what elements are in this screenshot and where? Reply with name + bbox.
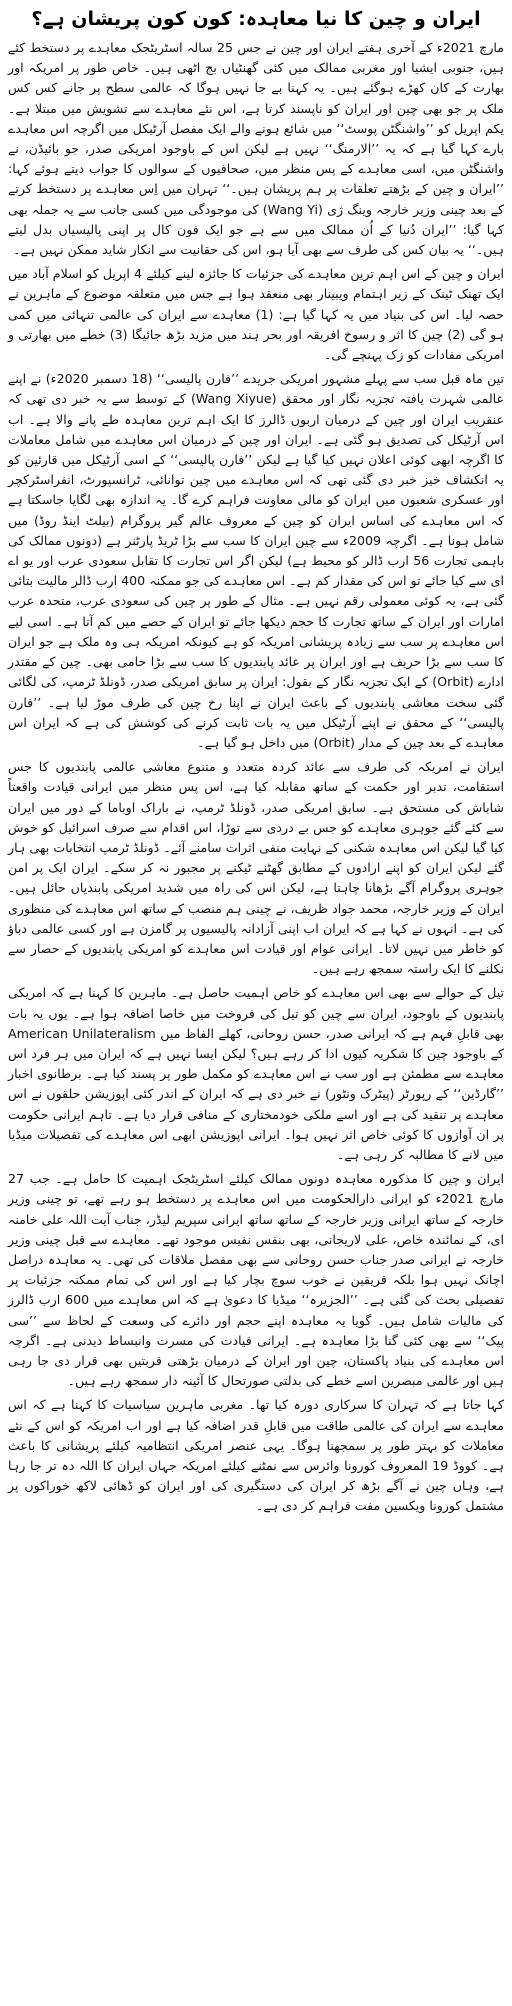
article-paragraph-7: کہا جاتا ہے کہ تہران کا سرکاری دورہ کیا تھا۔ مغربی ماہرین سیاسیات کا کہنا ہے کہ اس معاہدے سے ایران کی عالمی طاقت میں قابلِ قدر اضافہ کیا ہے اور اب امریکہ کو اس کے نئے معاملات کو بہتر طور پر سمجھنا ہوگا۔ یہی عنصر امریکی انتظامیہ کیلئے پریشانی کا باعث ہے۔ کووڈ 19 المعروف کورونا وائرس سے نمٹنے کیلئے امریکہ جہاں ایران کا اللہ دہ تر جا رہا ہے، وہاں چین نے آگے بڑھ کر ایران کی دستگیری کی اور ایران کو ڈھائی لاکھ خوراکوں پر مشتمل کورونا ویکسین مفت فراہم کر دی ہے۔: [8, 1397, 504, 1514]
article-paragraph-3: تین ماہ قبل سب سے پہلے مشہور امریکی جریدے ’’فارن پالیسی‘‘ (18 دسمبر 2020ء) نے اپنے عالمی شہرت یافتہ تجزیہ نگار اور محقق (Wang Xiyue) کے توسط سے یہ خبر دی تھی کہ عنقریب ایران اور چین کے درمیان اربوں ڈالرز کا ایک اہم ترین معاہدہ طے پانے والا ہے۔ اب اس آرٹیکل کی تصدیق ہو گئی ہے۔ ایران اور چین کے درمیان اس معاہدے میں شامل معاملات کا اگرچہ ابھی کوئی اعلان نہیں کیا گیا ہے لیکن ’’فارن پالیسی‘‘ کے اسی آرٹیکل میں قارئین کو یہ انکشاف خیز خبر دی گئی تھی کہ اس معاہدے میں چین توانائی، ٹرانسپورٹ، انفراسٹرکچر اور عسکری شعبوں میں ایران کو مالی معاونت فراہم کرے گا۔ یہ اندازہ بھی لگایا جاسکتا ہے کہ اس معاہدے کی اساس ایران کو چین کے معروف عالم گیر پروگرام (بیلٹ اینڈ روڈ) میں شامل ہونا ہے۔ اگرچہ 2009ء سے چین ایران کا سب سے بڑا ٹریڈ پارٹنر ہے (دونوں ممالک کی باہمی تجارت 56 ارب ڈالر کو محیط ہے) لیکن اگر اس تجارت کا تقابل سعودی عرب اور یو اے ای سے کیا جائے تو اس کی مقدار کم ہے۔ اس معاہدے کی جو ممکنہ 400 ارب ڈالر مالیت بتائی گئی ہے، یہ کوئی معمولی رقم نہیں ہے۔ مثال کے طور پر چین کی سعودی عرب، متحدہ عرب امارات اور ایران کے ساتھ تجارت کا حجم دیکھا جائے تو ایران کے حصے میں کم آتا ہے۔ اسی لیے اس معاہدے پر سب سے زیادہ پریشانی امریکہ کو ہے کیونکہ امریکہ ہی وہ ملک ہے جو ایران کا سب سے بڑا حریف ہے اور ایران پر عائد پابندیوں کا سب سے بڑا حامی بھی۔ چین کے مقتدر ادارے (Orbit) کے ایک تجزیہ نگار کے بقول: ایران پر سابق امریکی صدر، ڈونلڈ ٹرمپ، کی لگائی گئی سخت معاشی پابندیوں کے باعث ایران نے اپنا رخ چین کی طرف موڑ لیا ہے۔ ’’فارن پالیسی‘‘ کے محقق نے اپنے آرٹیکل میں یہ بات ثابت کرنے کی کوشش کی ہے کہ ایران اس معاہدے کے بعد چین کے مدار (Orbit) میں داخل ہو گیا ہے۔: [8, 371, 505, 750]
article-headline: ایران و چین کا نیا معاہدہ: کون کون پریشان ہے؟: [31, 8, 481, 30]
article-paragraph-2: ایران و چین کے اس اہم ترین معاہدے کی جزئیات کا جائزہ لینے کیلئے 4 اپریل کو اسلام آباد میں ایک تھنک ٹینک کے زیر اہتمام ویبینار بھی منعقد ہوا ہے جس میں متعلقہ موضوع کے ماہرین نے حصہ لیا۔ اس کی بنیاد میں یہ کہا گیا ہے: (1) معاہدے سے ایران کی عالمی تنہائی میں کمی ہو گی (2) چین کا اثر و رسوخ افریقہ اور بحر ہند میں مزید بڑھ جائیگا (3) خطے میں بھارتی و امریکی مفادات کو زک پہنچے گی۔: [8, 266, 504, 363]
article-paragraph-1: مارچ 2021ء کے آخری ہفتے ایران اور چین نے جس 25 سالہ اسٹریٹجک معاہدے پر دستخط کئے ہیں، جنوبی ایشیا اور مغربی ممالک میں کئی گھنٹیاں بج اٹھی ہیں۔ خاص طور پر امریکہ اور بھارت کے کان کھڑے ہوگئے ہیں۔ یہ کہنا بے جا نہیں ہوگا کہ عالمی سطح پر جانے کس کس ملک پر جو بھی چین اور ایران کو ناپسند کرتا ہے، اس نئے معاہدے سے تشویش میں مبتلا ہے۔ یکم اپریل کو ’’واشنگٹن پوسٹ‘‘ میں شائع ہونے والے ایک مفصل آرٹیکل میں اگرچہ اس معاہدے بارے کہا گیا ہے کہ یہ ’’الارمنگ‘‘ نہیں ہے لیکن اس کے باوجود امریکی صدر، جو بائیڈن، نے واشنگٹن میں، اسی معاہدے کے پس منظر میں، صحافیوں کے سوالوں کا جواب دیتے ہوئے کہا: ’’ایران و چین کے بڑھتے تعلقات پر ہم پریشان ہیں۔‘‘ تہران میں اِس معاہدے پر دستخط کرتے کے بعد چینی وزیر خارجہ وینگ ژی (Wang Yi) کی موجودگی میں کسی جانب سے یہ جملہ بھی کہا گیا: ’’ایران دُنیا کے اُن ممالک میں سے ہے جو ایک فون کال پر اپنی پالیسیاں بدل لیتے ہیں۔‘‘ یہ بیان کس کی طرف سے بھی آیا ہو، اس کی حقانیت سے انکار شاید ممکن نہیں ہے۔: [8, 40, 505, 258]
article-paragraph-5: تیل کے حوالے سے بھی اس معاہدے کو خاص اہمیت حاصل ہے۔ ماہرین کا کہنا ہے کہ امریکی پابندیوں کے باوجود، ایران سے چین کو تیل کی فروخت میں خاصا اضافہ ہوا ہے۔ یوں یہ بات بھی قابلِ فہم ہے کہ ایرانی صدر، حسن روحانی، کھلے الفاظ میں American Unilateralism کے باوجود چین کا شکریہ کیوں ادا کر رہے ہیں؟ لیکن ایسا نہیں ہے کہ ایران میں ہر فرد اس معاہدے سے مطمئن ہے اور سب نے اس معاہدے کو مکمل طور پر پسند کیا ہے۔ برطانوی اخبار ’’گارڈین‘‘ کے رپورٹر (پیٹرک ونٹور) نے خبر دی ہے کہ ایران کے اندر کئی اپوزیشن حلقوں نے اس معاہدے پر تنقید کی ہے اور اسے ملکی خودمختاری کے منافی قرار دیا ہے۔ تاہم ایرانی حکومت پر ان آوازوں کا کوئی خاص اثر نہیں ہوا۔ ایرانی اپوزیشن ابھی اس معاہدے کی تفصیلات میڈیا میں لانے کا مطالبہ کر رہی ہے۔: [8, 985, 504, 1162]
article-body: [8, 38, 504, 1517]
article-paragraph-4: ایران نے امریکہ کی طرف سے عائد کردہ متعدد و متنوع معاشی عالمی پابندیوں کا جس استقامت، تدبر اور حکمت کے ساتھ مقابلہ کیا ہے، اس پس منظر میں ایرانی قیادت واقعتاً شاباش کی مستحق ہے۔ سابق امریکی صدر، ڈونلڈ ٹرمپ، نے باراک اوباما کے دور میں ایران سے کئے گئے جوہری معاہدے کو جس بے دردی سے توڑا، اس اقدام سے صرف اسرائیل کو خوش کیا گیا لیکن اس معاہدہ شکنی کے نہایت منفی اثرات سامنے آئے۔ ڈونلڈ ٹرمپ انتخابات بھی ہار گئے لیکن ایران کو اپنے ارادوں کے مطابق گھٹنے ٹیکنے پر مجبور نہ کر سکے۔ ایران ایک پر امن جوہری پروگرام آگے بڑھانا چاہتا ہے، لیکن اس کی راہ میں شدید امریکی پابندیاں حائل ہیں۔ ایران کے وزیر خارجہ، محمد جواد ظریف، نے چینی ہم منصب کے ساتھ اس معاہدے کی منظوری کی ہے۔ انہوں نے کہا ہے کہ ایران اب اپنی آزادانہ پالیسیوں پر گامزن ہے اور کسی عالمی دباؤ کو خاطر میں نہیں لاتا۔ ایرانی عوام اور قیادت اس معاہدے کو امریکی پابندیوں کے حصار سے نکلنے کا ایک راستہ سمجھ رہے ہیں۔: [8, 759, 504, 977]
article-paragraph-6: ایران و چین کا مذکورہ معاہدہ دونوں ممالک کیلئے اسٹریٹجک اہمیت کا حامل ہے۔ جب 27 مارچ 2021ء کو ایرانی دارالحکومت میں اس معاہدے پر دستخط ہو رہے تھے، تو چینی وزیر خارجہ کے ساتھ ایرانی وزیر خارجہ کے ساتھ ساتھ ایرانی سپریم لیڈر، جناب آیت اللہ علی خامنہ ای، کے نمائندہ خاص، علی لاریجانی، بھی بنفس نفیس موجود تھے۔ معاہدے سے قبل چینی وزیر خارجہ نے ایرانی صدر جناب حسن روحانی سے بھی مفصل ملاقات کی تھی۔ یہ معاہدہ دراصل اچانک نہیں ہوا بلکہ فریقین نے خوب سوچ بچار کیا ہے اور اس کی تمام ممکنہ جزئیات پر تفصیلی بحث کی گئی ہے۔ ’’الجزیرہ‘‘ میڈیا کا دعویٰ ہے کہ اس معاہدے میں 600 ارب ڈالرز کی مالیات شامل ہیں۔ گویا یہ معاہدہ اپنے حجم اور دائرے کی وسعت کے لحاظ سے ’’سی پیک‘‘ سے بھی کئی گنا بڑا معاہدہ ہے۔ ایرانی قیادت کی مسرت وانبساط دیدنی ہے۔ اگرچہ اس معاہدے کی بنیاد پاکستان، چین اور ایران کے درمیان بڑھتی قربتیں بھی قرار دی جا رہی ہیں اور عالمی مبصرین اسے خطے کی بدلتی صورتحال کا آئینہ دار سمجھ رہے ہیں۔: [8, 1171, 504, 1389]
